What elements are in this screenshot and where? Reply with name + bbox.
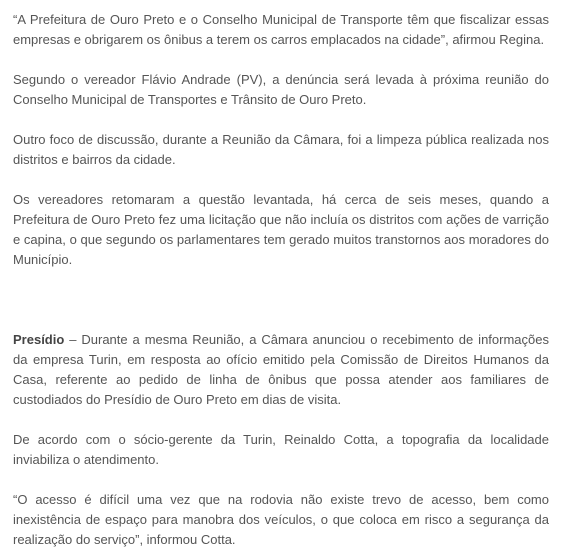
paragraph-limpeza-publica: Outro foco de discussão, durante a Reunião da Câmara, foi a limpeza pública realizada nos distritos e bairros da cidade. — [13, 132, 549, 167]
paragraph-topografia: De acordo com o sócio-gerente da Turin, Reinaldo Cotta, a topografia da localidade inviabiliza o atendimento. — [13, 432, 549, 467]
paragraph-regina-quote: “A Prefeitura de Ouro Preto e o Conselho Municipal de Transporte têm que fiscalizar essas empresas e obrigarem os ônibus a terem os carros emplacados na cidade”, afirmou Regina. — [13, 12, 549, 47]
paragraph-spacer — [13, 110, 549, 130]
presidio-heading: Presídio — [13, 332, 65, 347]
paragraph-cotta-quote: “O acesso é difícil uma vez que na rodovia não existe trevo de acesso, bem como inexistência de espaço para manobra dos veículos, o que coloca em risco a segurança da realização do serviço”, informou Cotta. — [13, 492, 549, 547]
paragraph-flavio-andrade: Segundo o vereador Flávio Andrade (PV), a denúncia será levada à próxima reunião do Conselho Municipal de Transportes e Trânsito de Ouro Preto. — [13, 72, 549, 107]
paragraph-licitacao: Os vereadores retomaram a questão levantada, há cerca de seis meses, quando a Prefeitura de Ouro Preto fez uma licitação que não incluía os distritos com ações de varrição e capina, o que segundo os parlamentares tem gerado muitos transtornos aos moradores do Município. — [13, 192, 549, 267]
paragraph-spacer — [13, 410, 549, 430]
paragraph-spacer — [13, 170, 549, 190]
paragraph-spacer — [13, 50, 549, 70]
section-spacer — [13, 270, 549, 330]
presidio-body: – Durante a mesma Reunião, a Câmara anunciou o recebimento de informações da empresa Turin, em resposta ao ofício emitido pela Comissão de Direitos Humanos da Casa, referente ao pedido de linha de ônibus que possa atender aos familiares de custodiados do Presídio de Ouro Preto em dias de visita. — [13, 332, 549, 407]
paragraph-presidio — [13, 330, 549, 410]
paragraph-spacer — [13, 470, 549, 490]
